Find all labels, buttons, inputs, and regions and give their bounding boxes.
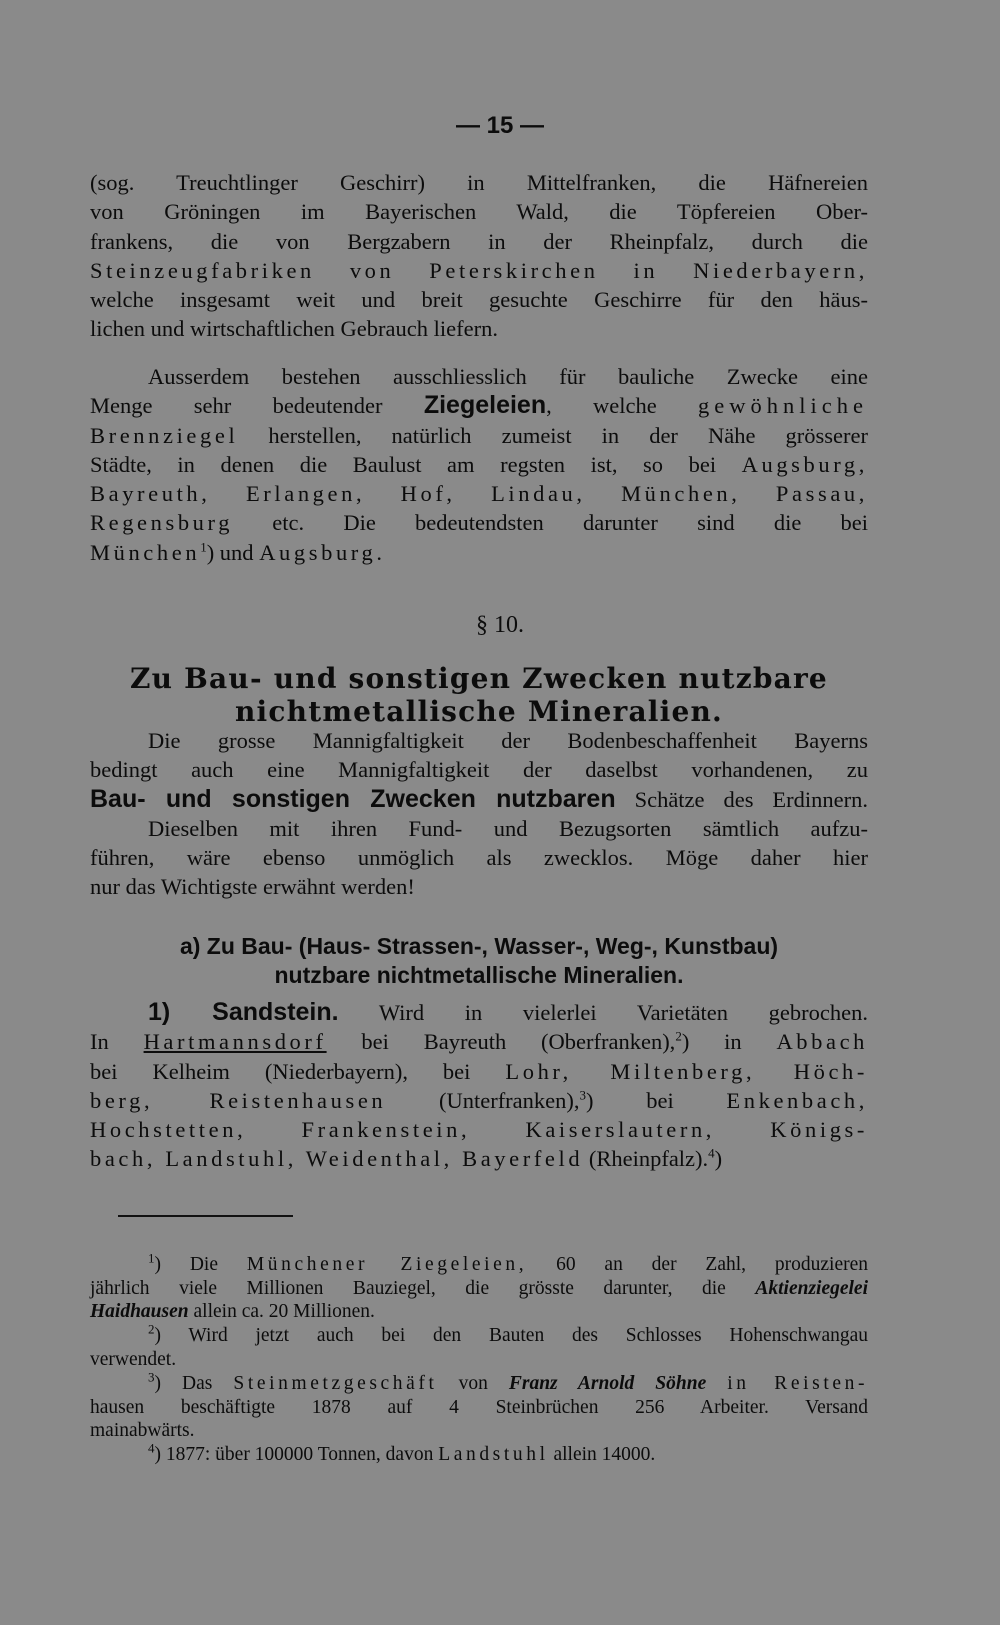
- footnote-line: mainabwärts.: [90, 1420, 195, 1441]
- spaced-text: in Reisten-: [727, 1373, 869, 1394]
- text-span: von: [458, 1373, 488, 1394]
- text-span: , welche: [546, 393, 657, 419]
- text-span: allein 14000.: [553, 1444, 656, 1465]
- text-line: [90, 391, 868, 420]
- text-line: [90, 508, 868, 537]
- text-span: Schätze des Erdinnern.: [634, 786, 869, 812]
- section-heading: [90, 662, 868, 728]
- text-span: ) 1877: über 100000 Tonnen, davon: [154, 1444, 434, 1465]
- subheading-line: a) Zu Bau- (Haus- Strassen-, Wasser-, Weg-, Kunstbau): [179, 933, 779, 959]
- text-line: [90, 450, 868, 479]
- text-span: allein ca. 20 Millionen.: [193, 1301, 375, 1322]
- italic-text: Aktienziegelei: [755, 1277, 869, 1299]
- heading-line: nichtmetallische Mineralien.: [235, 695, 723, 728]
- footnote-1: [90, 1250, 869, 1324]
- text-span: ) Wird jetzt auch bei den Bauten des Schlosses Hohenschwangau: [154, 1325, 868, 1346]
- spaced-text: München: [90, 539, 201, 565]
- footnote-line: [90, 1300, 868, 1324]
- footnote-ref: 3: [579, 1087, 587, 1103]
- text-span: ) Das: [154, 1373, 213, 1394]
- text-span: ) Die: [154, 1254, 218, 1275]
- paragraph-3: [90, 726, 868, 902]
- text-line: [90, 1086, 868, 1115]
- text-line: [90, 785, 868, 814]
- spaced-text: Enkenbach,: [726, 1087, 869, 1113]
- text-span: jährlich viele Millionen Bauziegel, die grösste darunter, die: [90, 1277, 726, 1299]
- text-line: Bayreuth, Erlangen, Hof, Lindau, München, Passau,: [90, 481, 868, 507]
- text-span: bei Kelheim (Niederbayern), bei: [90, 1058, 471, 1084]
- page-number: — 15 —: [455, 112, 545, 139]
- spaced-text: Münchener Ziegeleien,: [246, 1254, 528, 1275]
- text-line: frankens, die von Bergzabern in der Rheinpfalz, durch die: [90, 228, 868, 254]
- spaced-text: berg, Reistenhausen: [90, 1087, 387, 1113]
- footnote-divider: [118, 1215, 293, 1217]
- text-line: Dieselben mit ihren Fund- und Bezugsorten sämtlich aufzu-: [148, 815, 868, 841]
- spaced-text: gewöhnliche: [698, 393, 869, 419]
- subheading: [90, 932, 868, 990]
- footnote-2: [90, 1321, 868, 1371]
- text-line: Steinzeugfabriken von Peterskirchen in Niederbayern,: [90, 257, 868, 283]
- spaced-text: Regensburg: [90, 510, 234, 536]
- text-line: [90, 1144, 868, 1173]
- footnote-marker: 3: [148, 1369, 155, 1385]
- emphasis-text: Bau- und sonstigen Zwecken nutzbaren: [90, 784, 616, 813]
- text-line: Die grosse Mannigfaltigkeit der Bodenbeschaffenheit Bayerns: [148, 728, 868, 753]
- spaced-text: Augsburg.: [259, 539, 386, 565]
- footnote-line: verwendet.: [90, 1348, 177, 1370]
- heading-line: Zu Bau- und sonstigen Zwecken nutzbare: [130, 662, 828, 695]
- text-line: nur das Wichtigste erwähnt werden!: [90, 874, 415, 900]
- text-line: von Gröningen im Bayerischen Wald, die Töpfereien Ober-: [90, 199, 868, 225]
- text-line: Ausserdem bestehen ausschliesslich für bauliche Zwecke eine: [148, 364, 868, 389]
- paragraph-4: [90, 998, 868, 1174]
- footnote-marker: 1: [148, 1250, 155, 1266]
- paragraph-1: [90, 168, 868, 344]
- emphasis-ziegeleien: Ziegeleien: [423, 391, 547, 420]
- text-line: [90, 998, 868, 1027]
- text-span: herstellen, natürlich zumeist in der Nähe grösserer: [268, 422, 868, 448]
- footnote-line: [90, 1440, 868, 1467]
- footnote-marker: 2: [148, 1321, 155, 1337]
- footnote-line: hausen beschäftigte 1878 auf 4 Steinbrüchen 256 Arbeiter. Versand: [90, 1396, 868, 1418]
- text-span: (Rheinpfalz).: [588, 1146, 709, 1172]
- footnote-3: [90, 1369, 869, 1443]
- footnote-line: [90, 1250, 868, 1277]
- text-line: [90, 1027, 868, 1056]
- section-number: § 10.: [476, 612, 524, 638]
- spaced-text: Augsburg,: [741, 451, 868, 477]
- text-span: 60 an der Zahl, produzieren: [556, 1254, 868, 1275]
- footnote-line: [90, 1321, 868, 1348]
- spaced-text: Landstuhl: [438, 1444, 549, 1465]
- text-line: lichen und wirtschaftlichen Gebrauch liefern.: [90, 316, 498, 342]
- spaced-text: Steinmetzgeschäft: [233, 1373, 438, 1394]
- spaced-text: Abbach: [776, 1029, 869, 1055]
- footnote-ref: 1: [200, 539, 207, 555]
- text-span: ) und: [206, 539, 254, 565]
- text-span: Menge sehr bedeutender: [90, 393, 383, 419]
- footnote-line: [90, 1277, 868, 1301]
- footnote-marker: 4: [148, 1440, 155, 1456]
- text-span: (Unterfranken),: [438, 1087, 580, 1113]
- text-line: [90, 421, 868, 450]
- subheading-line: nutzbare nichtmetallische Mineralien.: [274, 962, 684, 988]
- footnote-4: [90, 1440, 868, 1467]
- text-span: Städte, in denen die Baulust am regsten ist, so bei: [90, 451, 717, 477]
- text-line: führen, wäre ebenso unmöglich als zwecklos. Möge daher hier: [90, 845, 868, 871]
- footnote-ref: 2: [675, 1028, 682, 1044]
- text-line: welche insgesamt weit und breit gesuchte Geschirre für den häus-: [90, 287, 868, 313]
- text-line: Hochstetten, Frankenstein, Kaiserslautern, Königs-: [90, 1117, 868, 1143]
- footnote-line: [90, 1369, 869, 1396]
- text-span: Wird in vielerlei Varietäten gebrochen.: [378, 1000, 868, 1025]
- spaced-text: Brennziegel: [90, 422, 239, 448]
- spaced-text: Hartmannsdorf: [143, 1029, 327, 1055]
- spaced-text: bach, Landstuhl, Weidenthal, Bayerfeld: [90, 1146, 584, 1172]
- emphasis-sandstein: 1) Sandstein.: [148, 998, 339, 1026]
- spaced-text: Lohr, Miltenberg, Höch-: [505, 1058, 868, 1084]
- footnote-ref: 4: [708, 1145, 715, 1161]
- text-span: ) in: [681, 1029, 742, 1055]
- text-span: ) bei: [586, 1087, 674, 1113]
- text-line: [90, 538, 868, 567]
- paragraph-2: [90, 362, 868, 567]
- italic-text: Franz Arnold Söhne: [508, 1373, 707, 1394]
- text-line: (sog. Treuchtlinger Geschirr) in Mittelfranken, die Häfnereien: [90, 170, 868, 195]
- text-line: [90, 1057, 868, 1086]
- text-line: bedingt auch eine Mannigfaltigkeit der daselbst vorhandenen, zu: [90, 757, 868, 783]
- text-span: In: [90, 1029, 109, 1055]
- text-span: bei Bayreuth (Oberfranken),: [361, 1029, 676, 1055]
- italic-text: Haidhausen: [90, 1301, 189, 1322]
- text-span: ): [714, 1146, 723, 1172]
- text-span: etc. Die bedeutendsten darunter sind die bei: [272, 510, 869, 536]
